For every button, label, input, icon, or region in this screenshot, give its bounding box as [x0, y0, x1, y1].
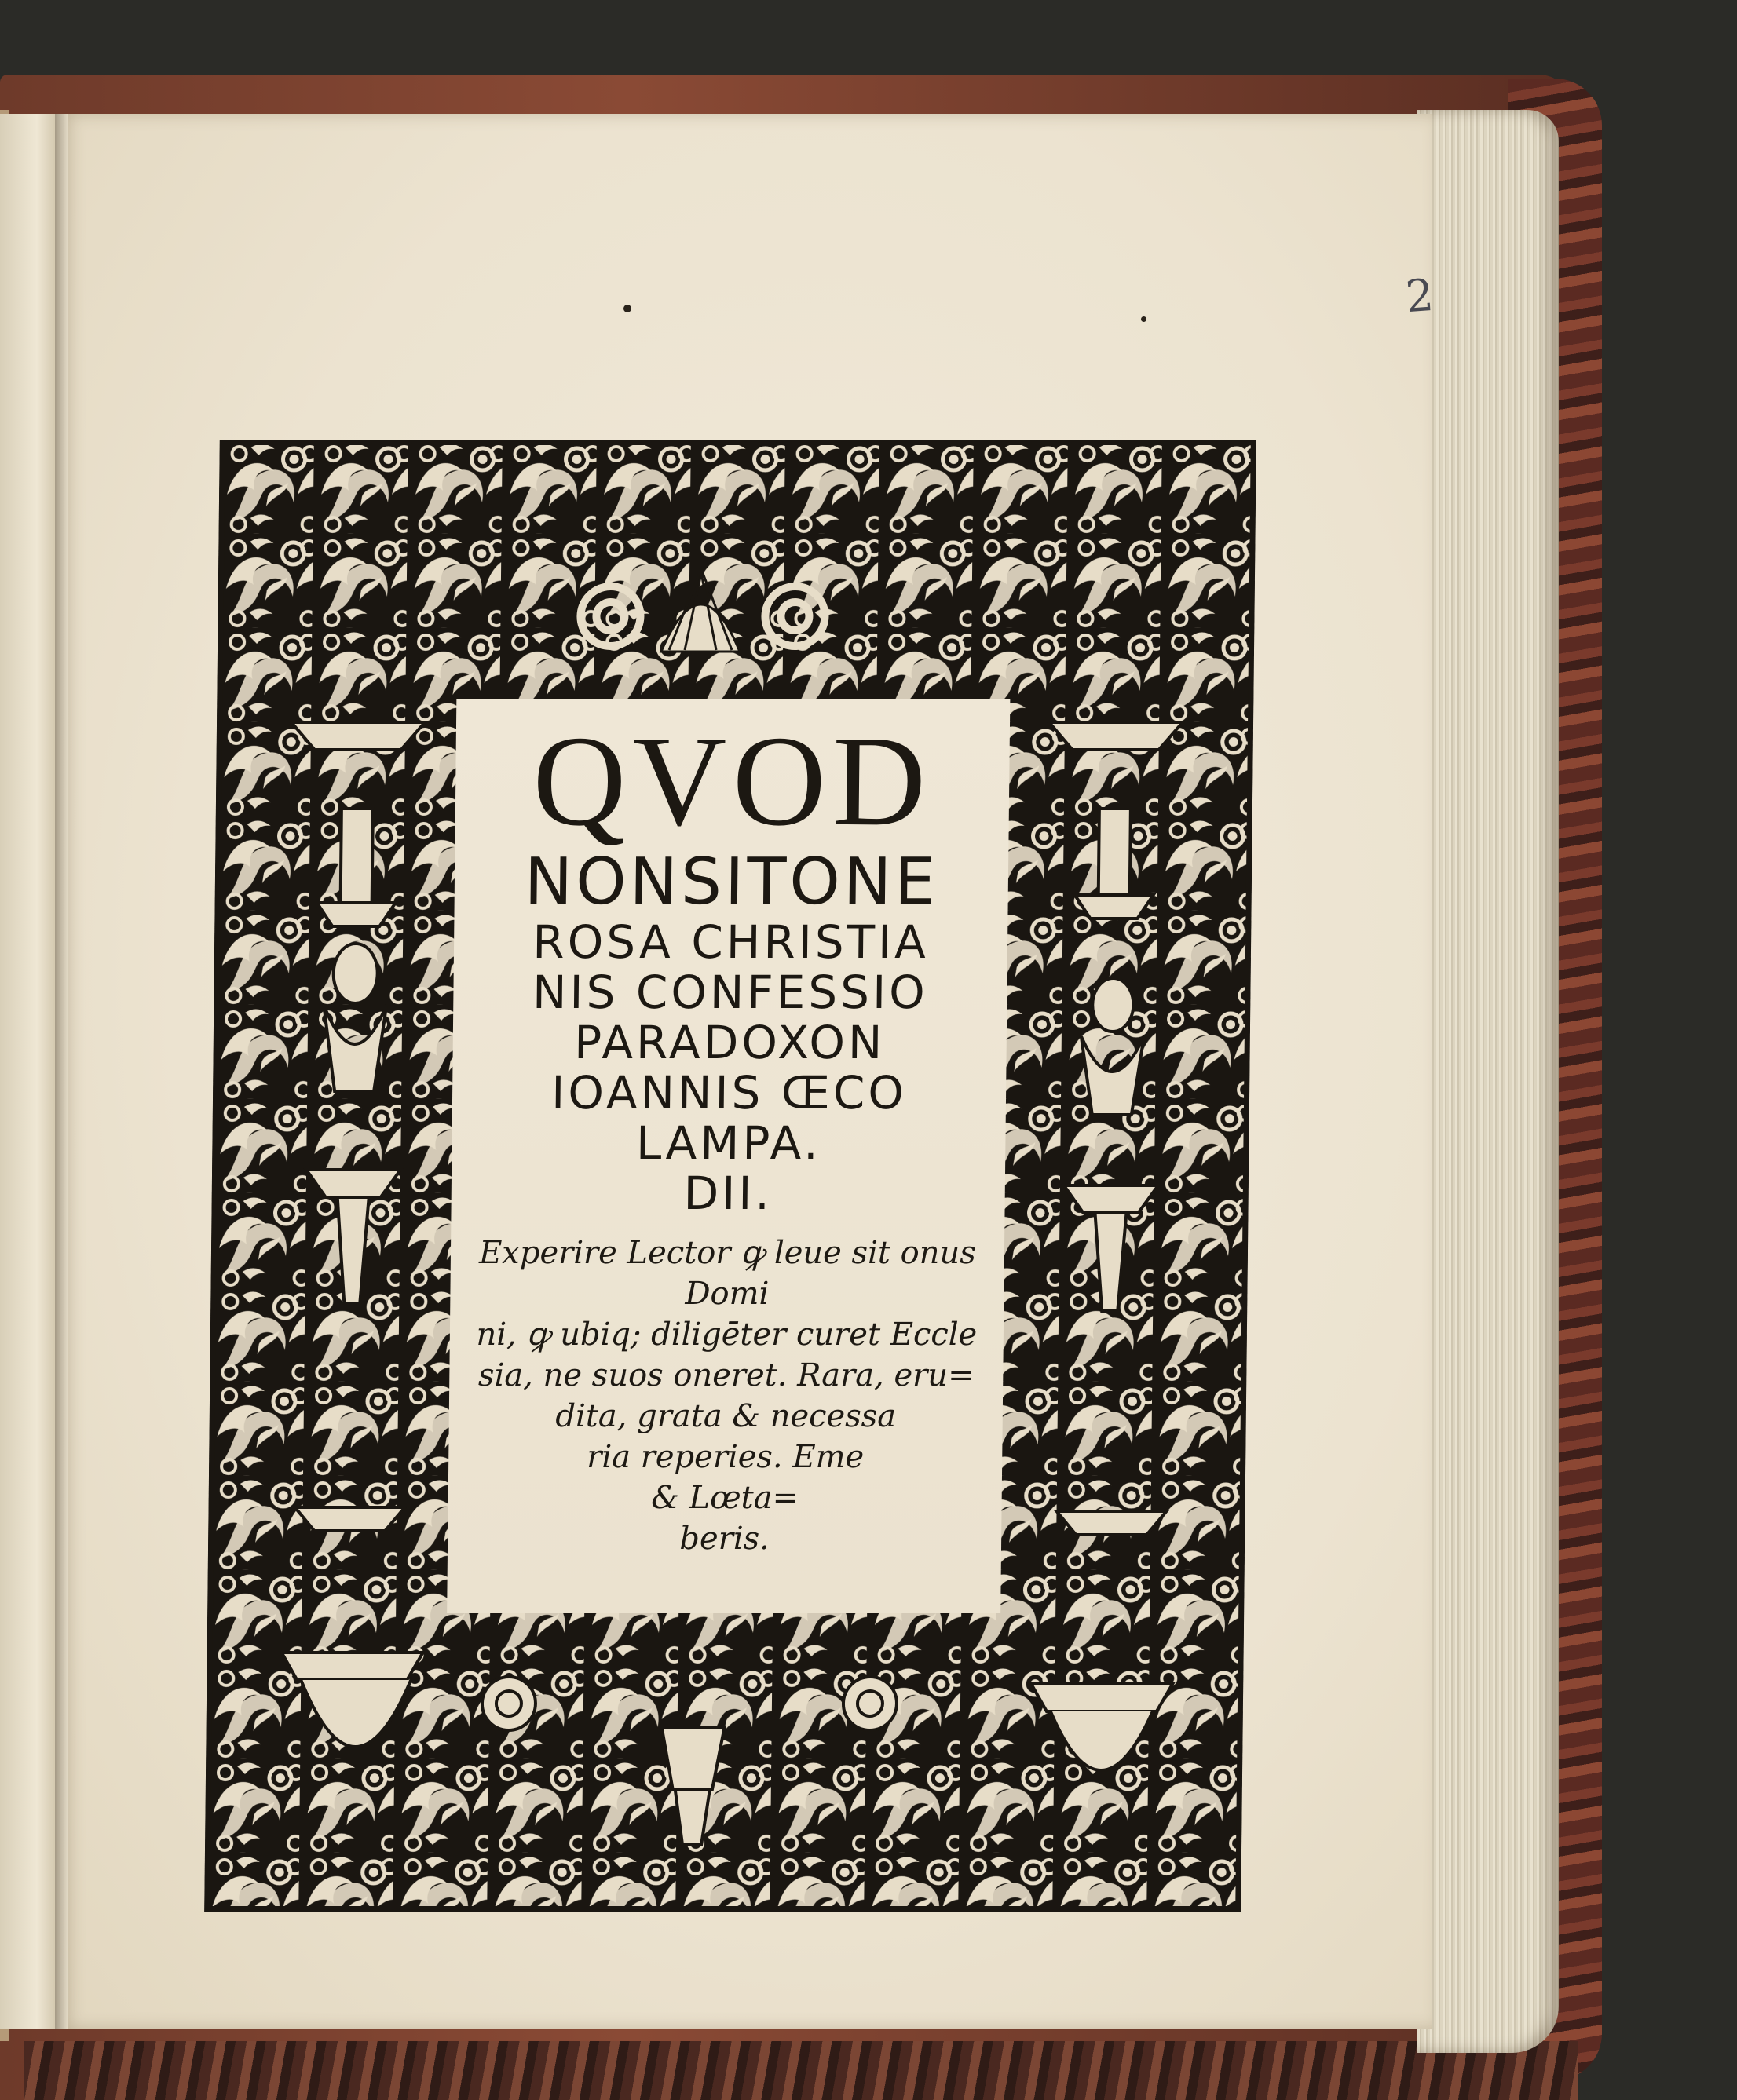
motto-line: & Lœta= [651, 1480, 799, 1516]
motto-line: sia, ne suos oneret. Rara, eru= [477, 1357, 975, 1393]
title-line: QVOD [532, 709, 934, 853]
printer-mark-dot [1141, 316, 1146, 322]
title-line: ROSA CHRISTIA [532, 915, 930, 969]
title-line: NIS CONFESSIO [532, 966, 929, 1019]
motto-line: beris. [679, 1521, 770, 1557]
motto-line: ria reperies. Eme [587, 1439, 865, 1475]
title-line: NONSITONE [524, 845, 939, 919]
folio-number: 2 [1403, 269, 1435, 323]
motto-line: ni, ꝙ ubiq; diligēter curet Eccle [476, 1317, 978, 1353]
marbled-board-bottom [24, 2041, 1578, 2100]
woodcut-border [204, 440, 1256, 1912]
author-line: IOANNIS ŒCO [550, 1066, 908, 1119]
title-line: PARADOXON [573, 1016, 886, 1069]
title-block [451, 709, 1010, 1220]
author-line: LAMPA. [635, 1116, 822, 1170]
motto-line: Experire Lector ꝙ leue sit onus Domi [478, 1235, 977, 1312]
gutter-shadow [55, 114, 68, 2029]
page-block-edges [1417, 110, 1559, 2053]
author-line: DII. [683, 1167, 773, 1220]
title-page [61, 114, 1435, 2029]
motto-block [448, 1233, 1004, 1559]
printer-mark-dot [623, 305, 631, 312]
motto-line: dita, grata & necessa [555, 1398, 897, 1434]
facing-page [0, 114, 61, 2029]
